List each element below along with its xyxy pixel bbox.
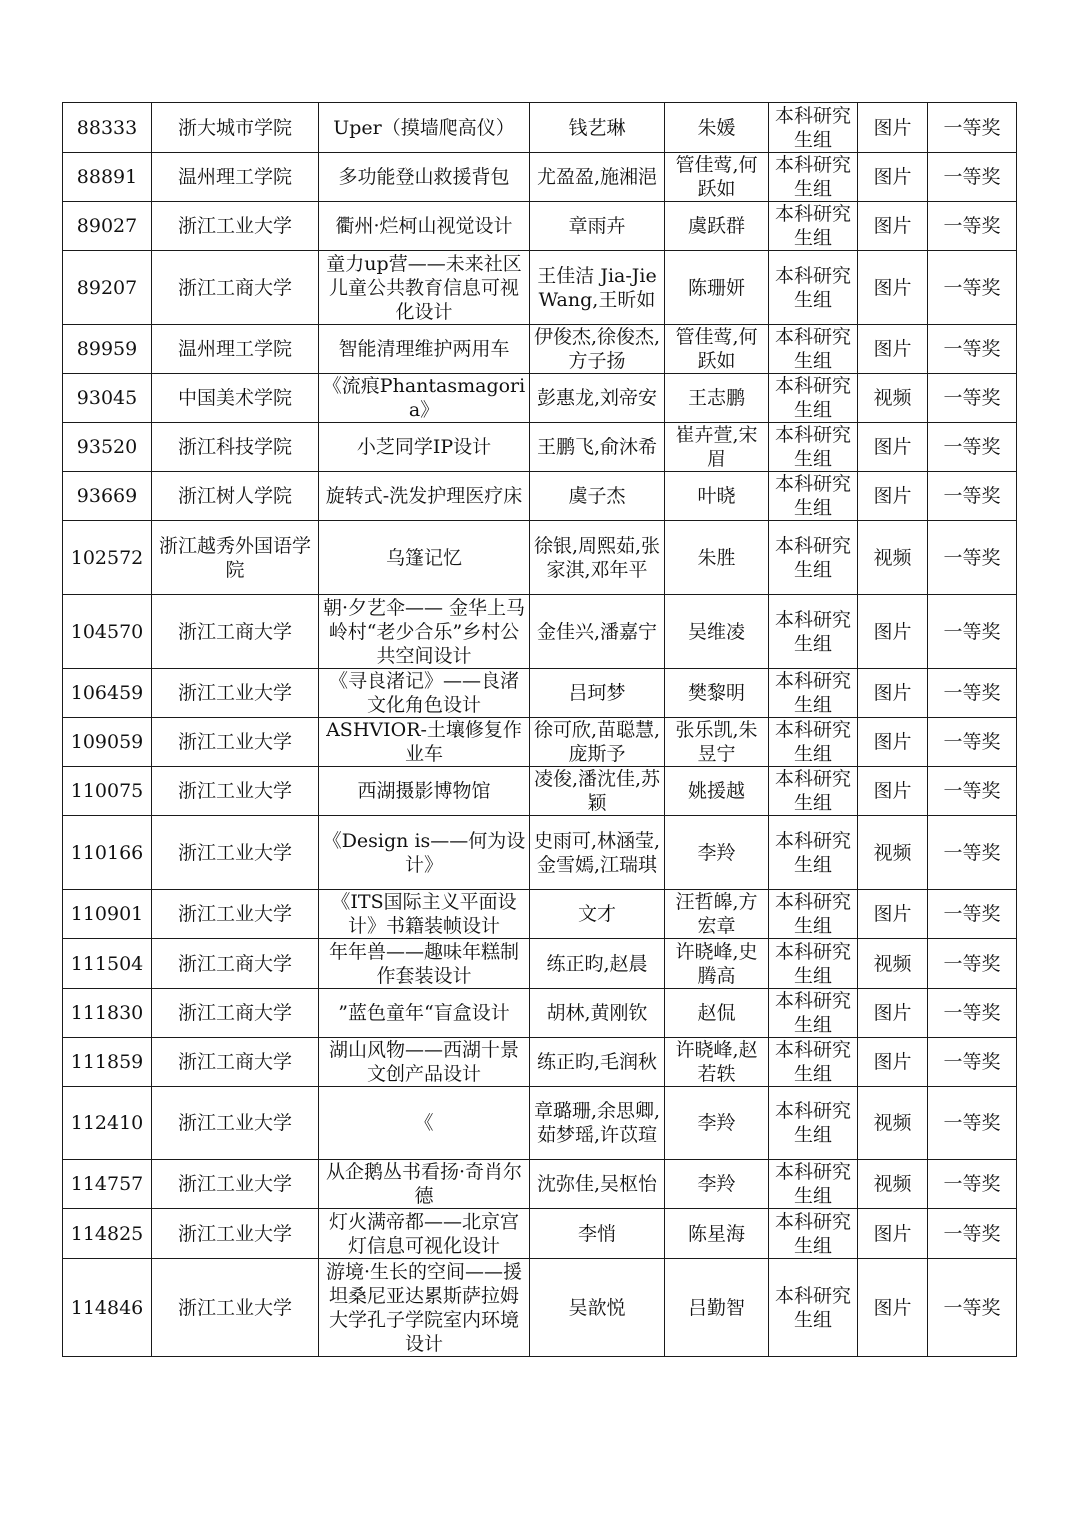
cell-id: 114757 — [63, 1160, 152, 1209]
cell-school: 浙江工业大学 — [152, 1160, 319, 1209]
cell-title: 游境·生长的空间——援坦桑尼亚达累斯萨拉姆大学孔子学院室内环境设计 — [319, 1259, 530, 1357]
cell-id: 111859 — [63, 1038, 152, 1087]
cell-advisor: 陈星海 — [665, 1209, 769, 1259]
cell-title: 童力up营——未来社区儿童公共教育信息可视化设计 — [319, 251, 530, 325]
cell-group: 本科研究生组 — [769, 595, 858, 669]
cell-group: 本科研究生组 — [769, 989, 858, 1038]
cell-group: 本科研究生组 — [769, 153, 858, 202]
cell-title: 多功能登山救援背包 — [319, 153, 530, 202]
cell-award: 一等奖 — [928, 1209, 1017, 1259]
cell-title: 乌篷记忆 — [319, 521, 530, 595]
table-row — [63, 103, 1017, 153]
cell-group: 本科研究生组 — [769, 374, 858, 423]
cell-id: 89959 — [63, 325, 152, 374]
cell-school: 浙江工商大学 — [152, 595, 319, 669]
cell-award: 一等奖 — [928, 472, 1017, 521]
table-row — [63, 1209, 1017, 1259]
cell-title: Uper（摸墙爬高仪） — [319, 103, 530, 153]
cell-school: 温州理工学院 — [152, 325, 319, 374]
cell-id: 93669 — [63, 472, 152, 521]
awards-table — [62, 102, 1017, 1357]
table-row — [63, 325, 1017, 374]
cell-authors: 练正昀,毛润秋 — [530, 1038, 665, 1087]
cell-id: 111830 — [63, 989, 152, 1038]
cell-authors: 胡林,黄刚钦 — [530, 989, 665, 1038]
cell-id: 89207 — [63, 251, 152, 325]
table-row — [63, 1259, 1017, 1357]
cell-type: 图片 — [858, 103, 928, 153]
cell-type: 图片 — [858, 325, 928, 374]
cell-type: 视频 — [858, 939, 928, 989]
cell-award: 一等奖 — [928, 103, 1017, 153]
table-row — [63, 472, 1017, 521]
cell-school: 浙江工业大学 — [152, 718, 319, 767]
cell-advisor: 管佳莺,何跃如 — [665, 153, 769, 202]
cell-id: 93520 — [63, 423, 152, 472]
cell-award: 一等奖 — [928, 1038, 1017, 1087]
table-row — [63, 595, 1017, 669]
cell-id: 110075 — [63, 767, 152, 816]
cell-authors: 练正昀,赵晨 — [530, 939, 665, 989]
cell-school: 中国美术学院 — [152, 374, 319, 423]
cell-type: 图片 — [858, 423, 928, 472]
cell-authors: 史雨可,林涵莹,金雪嫣,江瑞琪 — [530, 816, 665, 890]
cell-title: 智能清理维护两用车 — [319, 325, 530, 374]
cell-group: 本科研究生组 — [769, 1038, 858, 1087]
table-row — [63, 1160, 1017, 1209]
cell-group: 本科研究生组 — [769, 767, 858, 816]
cell-award: 一等奖 — [928, 1160, 1017, 1209]
cell-school: 浙江工业大学 — [152, 1209, 319, 1259]
cell-id: 104570 — [63, 595, 152, 669]
cell-authors: 王鹏飞,俞沐希 — [530, 423, 665, 472]
cell-id: 102572 — [63, 521, 152, 595]
table-row — [63, 521, 1017, 595]
cell-type: 视频 — [858, 374, 928, 423]
cell-type: 图片 — [858, 595, 928, 669]
cell-advisor: 陈珊妍 — [665, 251, 769, 325]
cell-authors: 王佳洁 Jia-Jie Wang,王昕如 — [530, 251, 665, 325]
table-row — [63, 251, 1017, 325]
cell-title: 《 — [319, 1087, 530, 1160]
cell-award: 一等奖 — [928, 1259, 1017, 1357]
cell-authors: 章璐珊,余思卿,茹梦瑶,许苡瑄 — [530, 1087, 665, 1160]
cell-advisor: 吴维凌 — [665, 595, 769, 669]
cell-school: 浙江工业大学 — [152, 1087, 319, 1160]
cell-group: 本科研究生组 — [769, 472, 858, 521]
cell-title: ”蓝色童年“盲盒设计 — [319, 989, 530, 1038]
cell-title: 旋转式-洗发护理医疗床 — [319, 472, 530, 521]
cell-advisor: 许晓峰,赵若轶 — [665, 1038, 769, 1087]
cell-title: 西湖摄影博物馆 — [319, 767, 530, 816]
table-row — [63, 718, 1017, 767]
cell-group: 本科研究生组 — [769, 325, 858, 374]
cell-group: 本科研究生组 — [769, 1209, 858, 1259]
cell-advisor: 管佳莺,何跃如 — [665, 325, 769, 374]
cell-group: 本科研究生组 — [769, 521, 858, 595]
cell-type: 图片 — [858, 472, 928, 521]
cell-authors: 文才 — [530, 890, 665, 939]
cell-advisor: 吕勤智 — [665, 1259, 769, 1357]
cell-advisor: 李羚 — [665, 1087, 769, 1160]
cell-award: 一等奖 — [928, 521, 1017, 595]
cell-authors: 尤盈盈,施湘浥 — [530, 153, 665, 202]
cell-award: 一等奖 — [928, 816, 1017, 890]
cell-advisor: 姚援越 — [665, 767, 769, 816]
cell-id: 89027 — [63, 202, 152, 251]
table-body — [63, 103, 1017, 1357]
table-row — [63, 669, 1017, 718]
cell-advisor: 朱媛 — [665, 103, 769, 153]
table-row — [63, 767, 1017, 816]
cell-award: 一等奖 — [928, 939, 1017, 989]
cell-award: 一等奖 — [928, 669, 1017, 718]
cell-school: 温州理工学院 — [152, 153, 319, 202]
cell-id: 88891 — [63, 153, 152, 202]
cell-award: 一等奖 — [928, 718, 1017, 767]
cell-advisor: 朱胜 — [665, 521, 769, 595]
cell-advisor: 张乐凯,朱昱宁 — [665, 718, 769, 767]
cell-type: 图片 — [858, 890, 928, 939]
table-row — [63, 1038, 1017, 1087]
cell-type: 图片 — [858, 1259, 928, 1357]
cell-advisor: 李羚 — [665, 816, 769, 890]
cell-group: 本科研究生组 — [769, 103, 858, 153]
cell-award: 一等奖 — [928, 202, 1017, 251]
cell-type: 图片 — [858, 153, 928, 202]
cell-title: 小芝同学IP设计 — [319, 423, 530, 472]
cell-id: 93045 — [63, 374, 152, 423]
cell-group: 本科研究生组 — [769, 423, 858, 472]
cell-award: 一等奖 — [928, 423, 1017, 472]
table-row — [63, 939, 1017, 989]
cell-id: 112410 — [63, 1087, 152, 1160]
cell-award: 一等奖 — [928, 374, 1017, 423]
cell-award: 一等奖 — [928, 989, 1017, 1038]
cell-type: 视频 — [858, 521, 928, 595]
cell-title: 《流痕Phantasmagoria》 — [319, 374, 530, 423]
cell-type: 视频 — [858, 1160, 928, 1209]
cell-authors: 沈弥佳,吴枢怡 — [530, 1160, 665, 1209]
cell-school: 浙江越秀外国语学院 — [152, 521, 319, 595]
cell-authors: 金佳兴,潘嘉宁 — [530, 595, 665, 669]
cell-group: 本科研究生组 — [769, 890, 858, 939]
cell-award: 一等奖 — [928, 325, 1017, 374]
cell-school: 浙江树人学院 — [152, 472, 319, 521]
table-row — [63, 153, 1017, 202]
cell-id: 88333 — [63, 103, 152, 153]
cell-award: 一等奖 — [928, 153, 1017, 202]
cell-advisor: 崔卉萱,宋眉 — [665, 423, 769, 472]
cell-school: 浙江工业大学 — [152, 202, 319, 251]
cell-school: 浙江工业大学 — [152, 767, 319, 816]
cell-id: 114846 — [63, 1259, 152, 1357]
cell-id: 109059 — [63, 718, 152, 767]
cell-type: 图片 — [858, 989, 928, 1038]
cell-group: 本科研究生组 — [769, 939, 858, 989]
cell-id: 110901 — [63, 890, 152, 939]
cell-authors: 伊俊杰,徐俊杰,方子扬 — [530, 325, 665, 374]
cell-award: 一等奖 — [928, 767, 1017, 816]
cell-title: 湖山风物——西湖十景文创产品设计 — [319, 1038, 530, 1087]
table-row — [63, 423, 1017, 472]
cell-authors: 徐银,周熙茹,张家淇,邓年平 — [530, 521, 665, 595]
cell-group: 本科研究生组 — [769, 202, 858, 251]
cell-title: 《寻良渚记》——良渚文化角色设计 — [319, 669, 530, 718]
cell-advisor: 赵侃 — [665, 989, 769, 1038]
cell-title: ASHVIOR-土壤修复作业车 — [319, 718, 530, 767]
cell-type: 图片 — [858, 718, 928, 767]
cell-group: 本科研究生组 — [769, 1259, 858, 1357]
cell-group: 本科研究生组 — [769, 1160, 858, 1209]
table-row — [63, 816, 1017, 890]
cell-authors: 徐可欣,苗聪慧,庞斯予 — [530, 718, 665, 767]
cell-id: 111504 — [63, 939, 152, 989]
cell-school: 浙江工商大学 — [152, 1038, 319, 1087]
cell-award: 一等奖 — [928, 1087, 1017, 1160]
cell-advisor: 汪哲皞,方宏章 — [665, 890, 769, 939]
cell-school: 浙江工商大学 — [152, 939, 319, 989]
cell-school: 浙大城市学院 — [152, 103, 319, 153]
cell-title: 衢州·烂柯山视觉设计 — [319, 202, 530, 251]
cell-advisor: 王志鹏 — [665, 374, 769, 423]
cell-type: 视频 — [858, 1087, 928, 1160]
cell-type: 视频 — [858, 816, 928, 890]
cell-authors: 李悄 — [530, 1209, 665, 1259]
cell-authors: 吕珂梦 — [530, 669, 665, 718]
cell-type: 图片 — [858, 1209, 928, 1259]
cell-id: 106459 — [63, 669, 152, 718]
table-row — [63, 989, 1017, 1038]
cell-authors: 彭惠龙,刘帝安 — [530, 374, 665, 423]
cell-title: 《ITS国际主义平面设计》书籍装帧设计 — [319, 890, 530, 939]
cell-award: 一等奖 — [928, 251, 1017, 325]
cell-title: 朝·夕艺伞—— 金华上马岭村“老少合乐”乡村公共空间设计 — [319, 595, 530, 669]
cell-award: 一等奖 — [928, 890, 1017, 939]
cell-type: 图片 — [858, 202, 928, 251]
cell-school: 浙江工业大学 — [152, 669, 319, 718]
cell-type: 图片 — [858, 1038, 928, 1087]
cell-authors: 章雨卉 — [530, 202, 665, 251]
cell-authors: 钱艺琳 — [530, 103, 665, 153]
table-row — [63, 890, 1017, 939]
table-row — [63, 1087, 1017, 1160]
table-row — [63, 374, 1017, 423]
cell-authors: 凌俊,潘沈佳,苏颖 — [530, 767, 665, 816]
cell-school: 浙江工商大学 — [152, 989, 319, 1038]
cell-group: 本科研究生组 — [769, 718, 858, 767]
cell-title: 年年兽——趣味年糕制作套装设计 — [319, 939, 530, 989]
cell-type: 图片 — [858, 251, 928, 325]
cell-advisor: 叶晓 — [665, 472, 769, 521]
cell-id: 114825 — [63, 1209, 152, 1259]
cell-title: 《Design is——何为设计》 — [319, 816, 530, 890]
cell-group: 本科研究生组 — [769, 669, 858, 718]
cell-group: 本科研究生组 — [769, 816, 858, 890]
cell-school: 浙江工业大学 — [152, 890, 319, 939]
cell-school: 浙江工商大学 — [152, 251, 319, 325]
cell-type: 图片 — [858, 669, 928, 718]
cell-title: 从企鹅丛书看扬·奇肖尔德 — [319, 1160, 530, 1209]
cell-advisor: 虞跃群 — [665, 202, 769, 251]
cell-school: 浙江工业大学 — [152, 816, 319, 890]
cell-authors: 吴歆悦 — [530, 1259, 665, 1357]
cell-type: 图片 — [858, 767, 928, 816]
table-row — [63, 202, 1017, 251]
cell-title: 灯火满帝都——北京宫灯信息可视化设计 — [319, 1209, 530, 1259]
cell-id: 110166 — [63, 816, 152, 890]
cell-authors: 虞子杰 — [530, 472, 665, 521]
cell-group: 本科研究生组 — [769, 251, 858, 325]
cell-award: 一等奖 — [928, 595, 1017, 669]
cell-advisor: 许晓峰,史腾高 — [665, 939, 769, 989]
cell-school: 浙江科技学院 — [152, 423, 319, 472]
cell-group: 本科研究生组 — [769, 1087, 858, 1160]
cell-advisor: 李羚 — [665, 1160, 769, 1209]
cell-school: 浙江工业大学 — [152, 1259, 319, 1357]
cell-advisor: 樊黎明 — [665, 669, 769, 718]
